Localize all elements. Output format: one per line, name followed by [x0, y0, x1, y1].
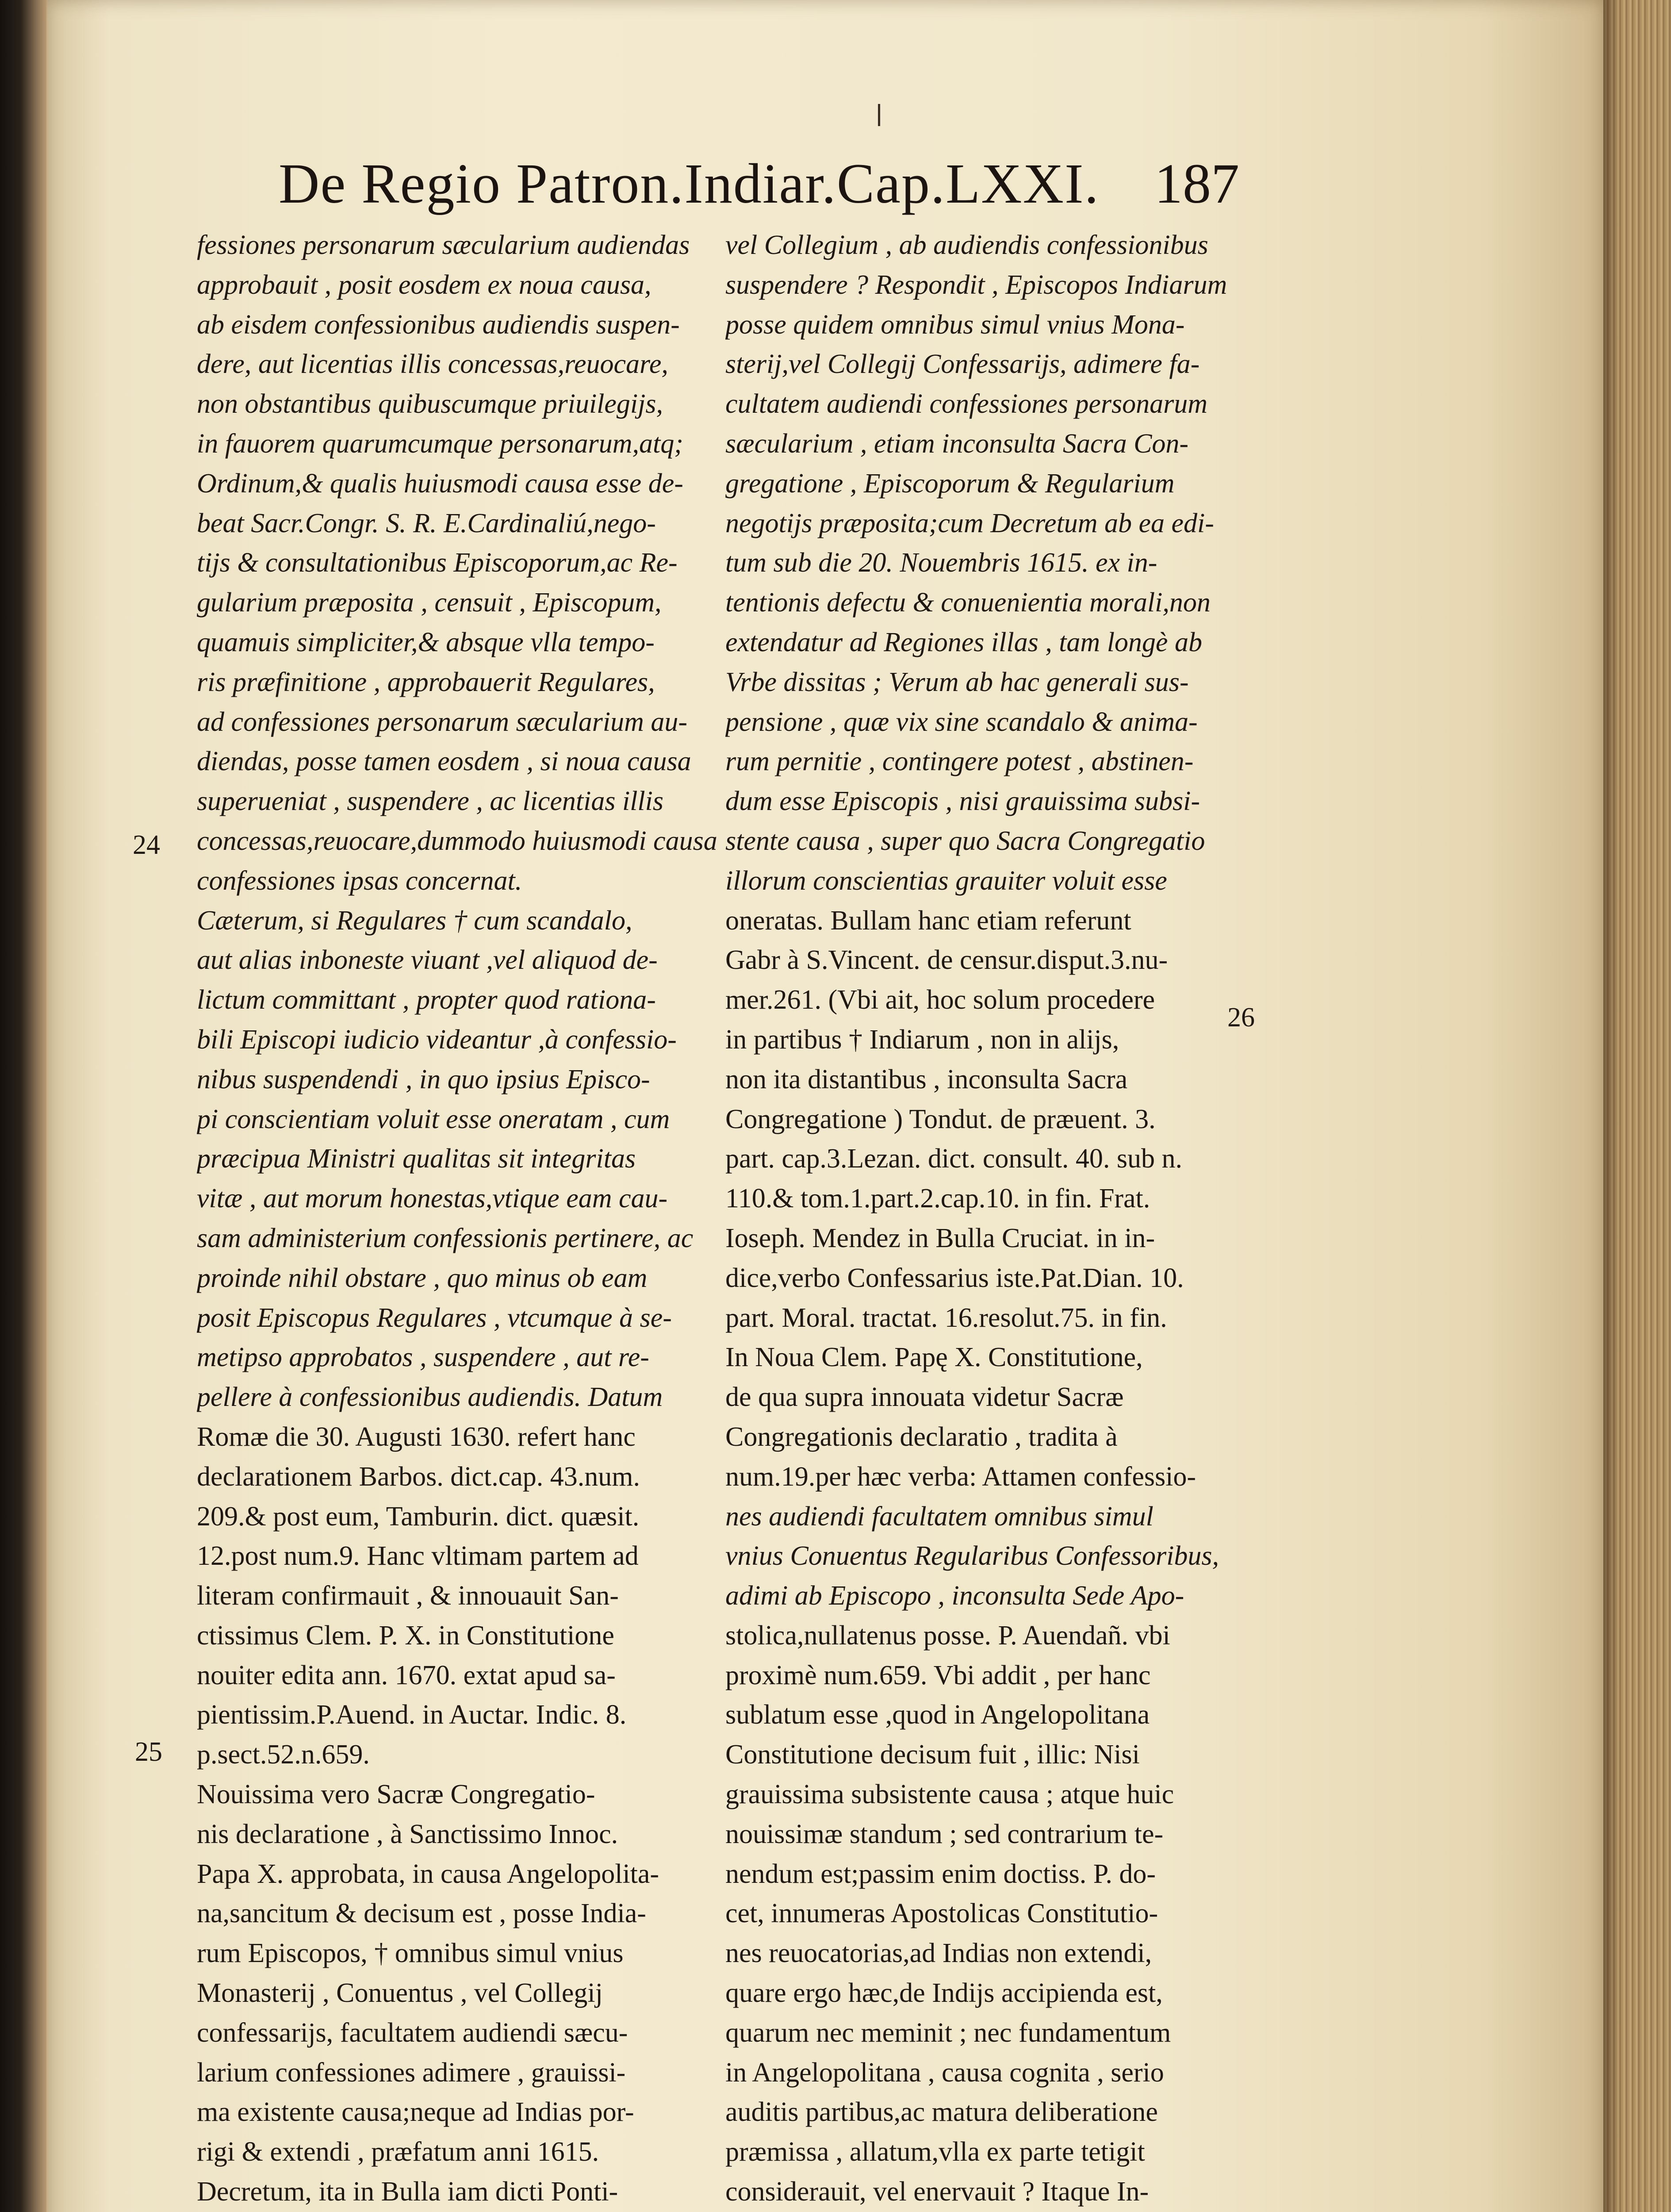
text-line: confessarijs, facultatem audiendi sæcu-	[197, 2017, 628, 2048]
text-line: ad confessiones personarum sæcularium au-	[197, 707, 688, 737]
text-line: pensione , quæ vix sine scandalo & anima-	[725, 707, 1198, 737]
text-line: gregatione , Episcoporum & Regularium	[725, 468, 1175, 499]
text-line: tum sub die 20. Nouembris 1615. ex in-	[725, 548, 1157, 578]
text-line: auditis partibus,ac matura deliberatione	[725, 2097, 1158, 2128]
text-line: nis declaratione , à Sanctissimo Innoc.	[197, 1819, 618, 1849]
text-line: extendatur ad Regiones illas , tam longè ab	[725, 627, 1202, 657]
text-line: dere, aut licentias illis concessas,reuocare,	[197, 349, 668, 380]
printer-mark	[878, 104, 880, 126]
text-line: Ioseph. Mendez in Bulla Cruciat. in in-	[725, 1223, 1155, 1253]
text-line: nouissimæ standum ; sed contrarium te-	[725, 1819, 1164, 1849]
text-line: Papa X. approbata, in causa Angelopolita-	[197, 1859, 659, 1889]
text-line: nouiter edita ann. 1670. extat apud sa-	[197, 1660, 616, 1690]
page-edges	[1603, 0, 1671, 2212]
text-line: dice,verbo Confessarius iste.Pat.Dian. 10.	[725, 1263, 1184, 1293]
text-line: aut alias inboneste viuant ,vel aliquod de-	[197, 945, 658, 975]
text-line: cultatem audiendi confessiones personarum	[725, 389, 1208, 419]
text-line: nibus suspendendi , in quo ipsius Episco-	[197, 1064, 650, 1094]
text-line: ctissimus Clem. P. X. in Constitutione	[197, 1620, 614, 1651]
text-line: sam administerium confessionis pertinere, ac	[197, 1223, 694, 1253]
text-line: Constitutione decisum fuit , illic: Nisi	[725, 1740, 1140, 1770]
text-line: num.19.per hæc verba: Attamen confessio-	[725, 1461, 1196, 1492]
text-line: p.sect.52.n.659.	[197, 1740, 370, 1770]
margin-number: 26	[1227, 1002, 1255, 1033]
text-line: confessiones ipsas concernat.	[197, 865, 522, 896]
text-line: sterij,vel Collegij Confessarijs, adimere fa-	[725, 349, 1200, 380]
text-line: vitæ , aut morum honestas,vtique eam cau-	[197, 1183, 668, 1214]
text-line: lictum committant , propter quod rationa-	[197, 985, 656, 1015]
text-line: approbauit , posit eosdem ex noua causa,	[197, 269, 652, 300]
text-line: superueniat , suspendere , ac licentias illis	[197, 786, 663, 817]
text-line: illorum conscientias grauiter voluit esse	[725, 865, 1167, 896]
text-line: nendum est;passim enim doctiss. P. do-	[725, 1859, 1156, 1889]
text-line: pellere à confessionibus audiendis. Datum	[197, 1382, 663, 1413]
text-line: considerauit, vel enervauit ? Itaque In-	[725, 2177, 1149, 2207]
text-line: quare ergo hæc,de Indijs accipienda est,	[725, 1978, 1163, 2008]
text-line: ris præfinitione , approbauerit Regulares,	[197, 667, 655, 697]
text-line: Congregationis declaratio , tradita à	[725, 1421, 1118, 1452]
text-line: vel Collegium , ab audiendis confessionibus	[725, 230, 1208, 260]
text-line: Nouissima vero Sacræ Congregatio-	[197, 1779, 595, 1810]
text-line: diendas, posse tamen eosdem , si noua causa	[197, 746, 691, 777]
text-line: fessiones personarum sæcularium audiendas	[197, 230, 690, 260]
text-line: In Noua Clem. Papę X. Constitutione,	[725, 1342, 1143, 1373]
text-line: in Angelopolitana , causa cognita , serio	[725, 2057, 1164, 2088]
text-line: literam confirmauit , & innouauit San-	[197, 1581, 619, 1611]
text-line: de qua supra innouata videtur Sacræ	[725, 1382, 1124, 1413]
text-line: metipso approbatos , suspendere , aut re-	[197, 1342, 649, 1373]
text-line: part. cap.3.Lezan. dict. consult. 40. sub n.	[725, 1144, 1183, 1174]
text-line: declarationem Barbos. dict.cap. 43.num.	[197, 1461, 640, 1492]
text-line: 209.& post eum, Tamburin. dict. quæsit.	[197, 1501, 640, 1532]
text-line: posit Episcopus Regulares , vtcumque à se-	[197, 1302, 672, 1333]
text-line: posse quidem omnibus simul vnius Mona-	[725, 309, 1185, 340]
text-line: 12.post num.9. Hanc vltimam partem ad	[197, 1541, 639, 1571]
text-line: na,sancitum & decisum est , posse India-	[197, 1898, 646, 1929]
text-line: præcipua Ministri qualitas sit integritas	[197, 1144, 636, 1174]
text-line: proinde nihil obstare , quo minus ob eam	[197, 1263, 648, 1293]
text-line: suspendere ? Respondit , Episcopos Indiarum	[725, 269, 1227, 300]
text-line: cet, innumeras Apostolicas Constitutio-	[725, 1898, 1158, 1929]
text-line: non ita distantibus , inconsulta Sacra	[725, 1064, 1128, 1094]
text-line: Monasterij , Conuentus , vel Collegij	[197, 1978, 603, 2008]
text-line: rum Episcopos, † omnibus simul vnius	[197, 1938, 624, 1969]
text-line: Vrbe dissitas ; Verum ab hac generali sus-	[725, 667, 1189, 697]
text-line: Romæ die 30. Augusti 1630. refert hanc	[197, 1421, 636, 1452]
text-line: non obstantibus quibuscumque priuilegijs,	[197, 389, 663, 419]
text-line: stente causa , super quo Sacra Congregatio	[725, 826, 1205, 856]
text-line: gularium præposita , censuit , Episcopum,	[197, 588, 662, 618]
text-line: sæcularium , etiam inconsulta Sacra Con-	[725, 428, 1189, 459]
text-line: oneratas. Bullam hanc etiam referunt	[725, 905, 1131, 936]
running-title: De Regio Patron.Indiar.Cap.LXXI.	[279, 152, 1100, 215]
margin-number: 25	[135, 1737, 162, 1767]
left-column	[197, 226, 719, 2212]
text-line: sublatum esse ,quod in Angelopolitana	[725, 1700, 1150, 1730]
text-line: ma existente causa;neque ad Indias por-	[197, 2097, 634, 2128]
text-line: pientissim.P.Auend. in Auctar. Indic. 8.	[197, 1700, 627, 1730]
text-line: in fauorem quarumcumque personarum,atq;	[197, 428, 683, 459]
text-line: proximè num.659. Vbi addit , per hanc	[725, 1660, 1151, 1690]
text-line: nes reuocatorias,ad Indias non extendi,	[725, 1938, 1152, 1969]
margin-number: 24	[133, 830, 160, 860]
text-line: dum esse Episcopis , nisi grauissima subsi-	[725, 786, 1200, 817]
text-line: rigi & extendi , præfatum anni 1615.	[197, 2137, 599, 2167]
text-line: larium confessiones adimere , grauissi-	[197, 2057, 626, 2088]
text-line: Gabr à S.Vincent. de censur.disput.3.nu-	[725, 945, 1168, 975]
text-line: quamuis simpliciter,& absque vlla tempo-	[197, 627, 655, 657]
text-line: concessas,reuocare,dummodo huiusmodi causa	[197, 826, 717, 856]
text-line: 110.& tom.1.part.2.cap.10. in fin. Frat.	[725, 1183, 1150, 1214]
text-line: bili Episcopi iudicio videantur ,à confessio-	[197, 1024, 677, 1055]
text-line: negotijs præposita;cum Decretum ab ea edi-	[725, 508, 1214, 538]
text-line: stolica,nullatenus posse. P. Auendañ. vbi	[725, 1620, 1170, 1651]
text-line: Cæterum, si Regulares † cum scandalo,	[197, 905, 632, 936]
text-line: grauissima subsistente causa ; atque huic	[725, 1779, 1174, 1810]
text-line: vnius Conuentus Regularibus Confessoribus,	[725, 1541, 1219, 1571]
text-line: Decretum, ita in Bulla iam dicti Ponti-	[197, 2177, 618, 2207]
text-line: rum pernitie , contingere potest , abstinen-	[725, 746, 1194, 777]
text-line: pi conscientiam voluit esse oneratam , cum	[197, 1104, 670, 1134]
text-line: Ordinum,& qualis huiusmodi causa esse de-	[197, 468, 683, 499]
text-line: nes audiendi facultatem omnibus simul	[725, 1501, 1154, 1532]
text-line: quarum nec meminit ; nec fundamentum	[725, 2017, 1171, 2048]
text-line: præmissa , allatum,vlla ex parte tetigit	[725, 2137, 1145, 2167]
text-line: ab eisdem confessionibus audiendis suspen-	[197, 309, 680, 340]
text-line: adimi ab Episcopo , inconsulta Sede Apo-	[725, 1581, 1184, 1611]
text-line: part. Moral. tractat. 16.resolut.75. in fin.	[725, 1302, 1167, 1333]
text-line: tentionis defectu & conuenientia morali,non	[725, 588, 1211, 618]
facing-page-edge	[0, 0, 46, 2212]
text-line: beat Sacr.Congr. S. R. E.Cardinaliú,nego-	[197, 508, 656, 538]
text-line: Congregatione ) Tondut. de præuent. 3.	[725, 1104, 1156, 1134]
text-line: tijs & consultationibus Episcoporum,ac Re-	[197, 548, 678, 578]
text-line: in partibus † Indiarum , non in alijs,	[725, 1024, 1119, 1055]
text-line: mer.261. (Vbi ait, hoc solum procedere	[725, 985, 1155, 1015]
right-column	[725, 226, 1247, 2212]
page-number: 187	[1154, 152, 1239, 215]
